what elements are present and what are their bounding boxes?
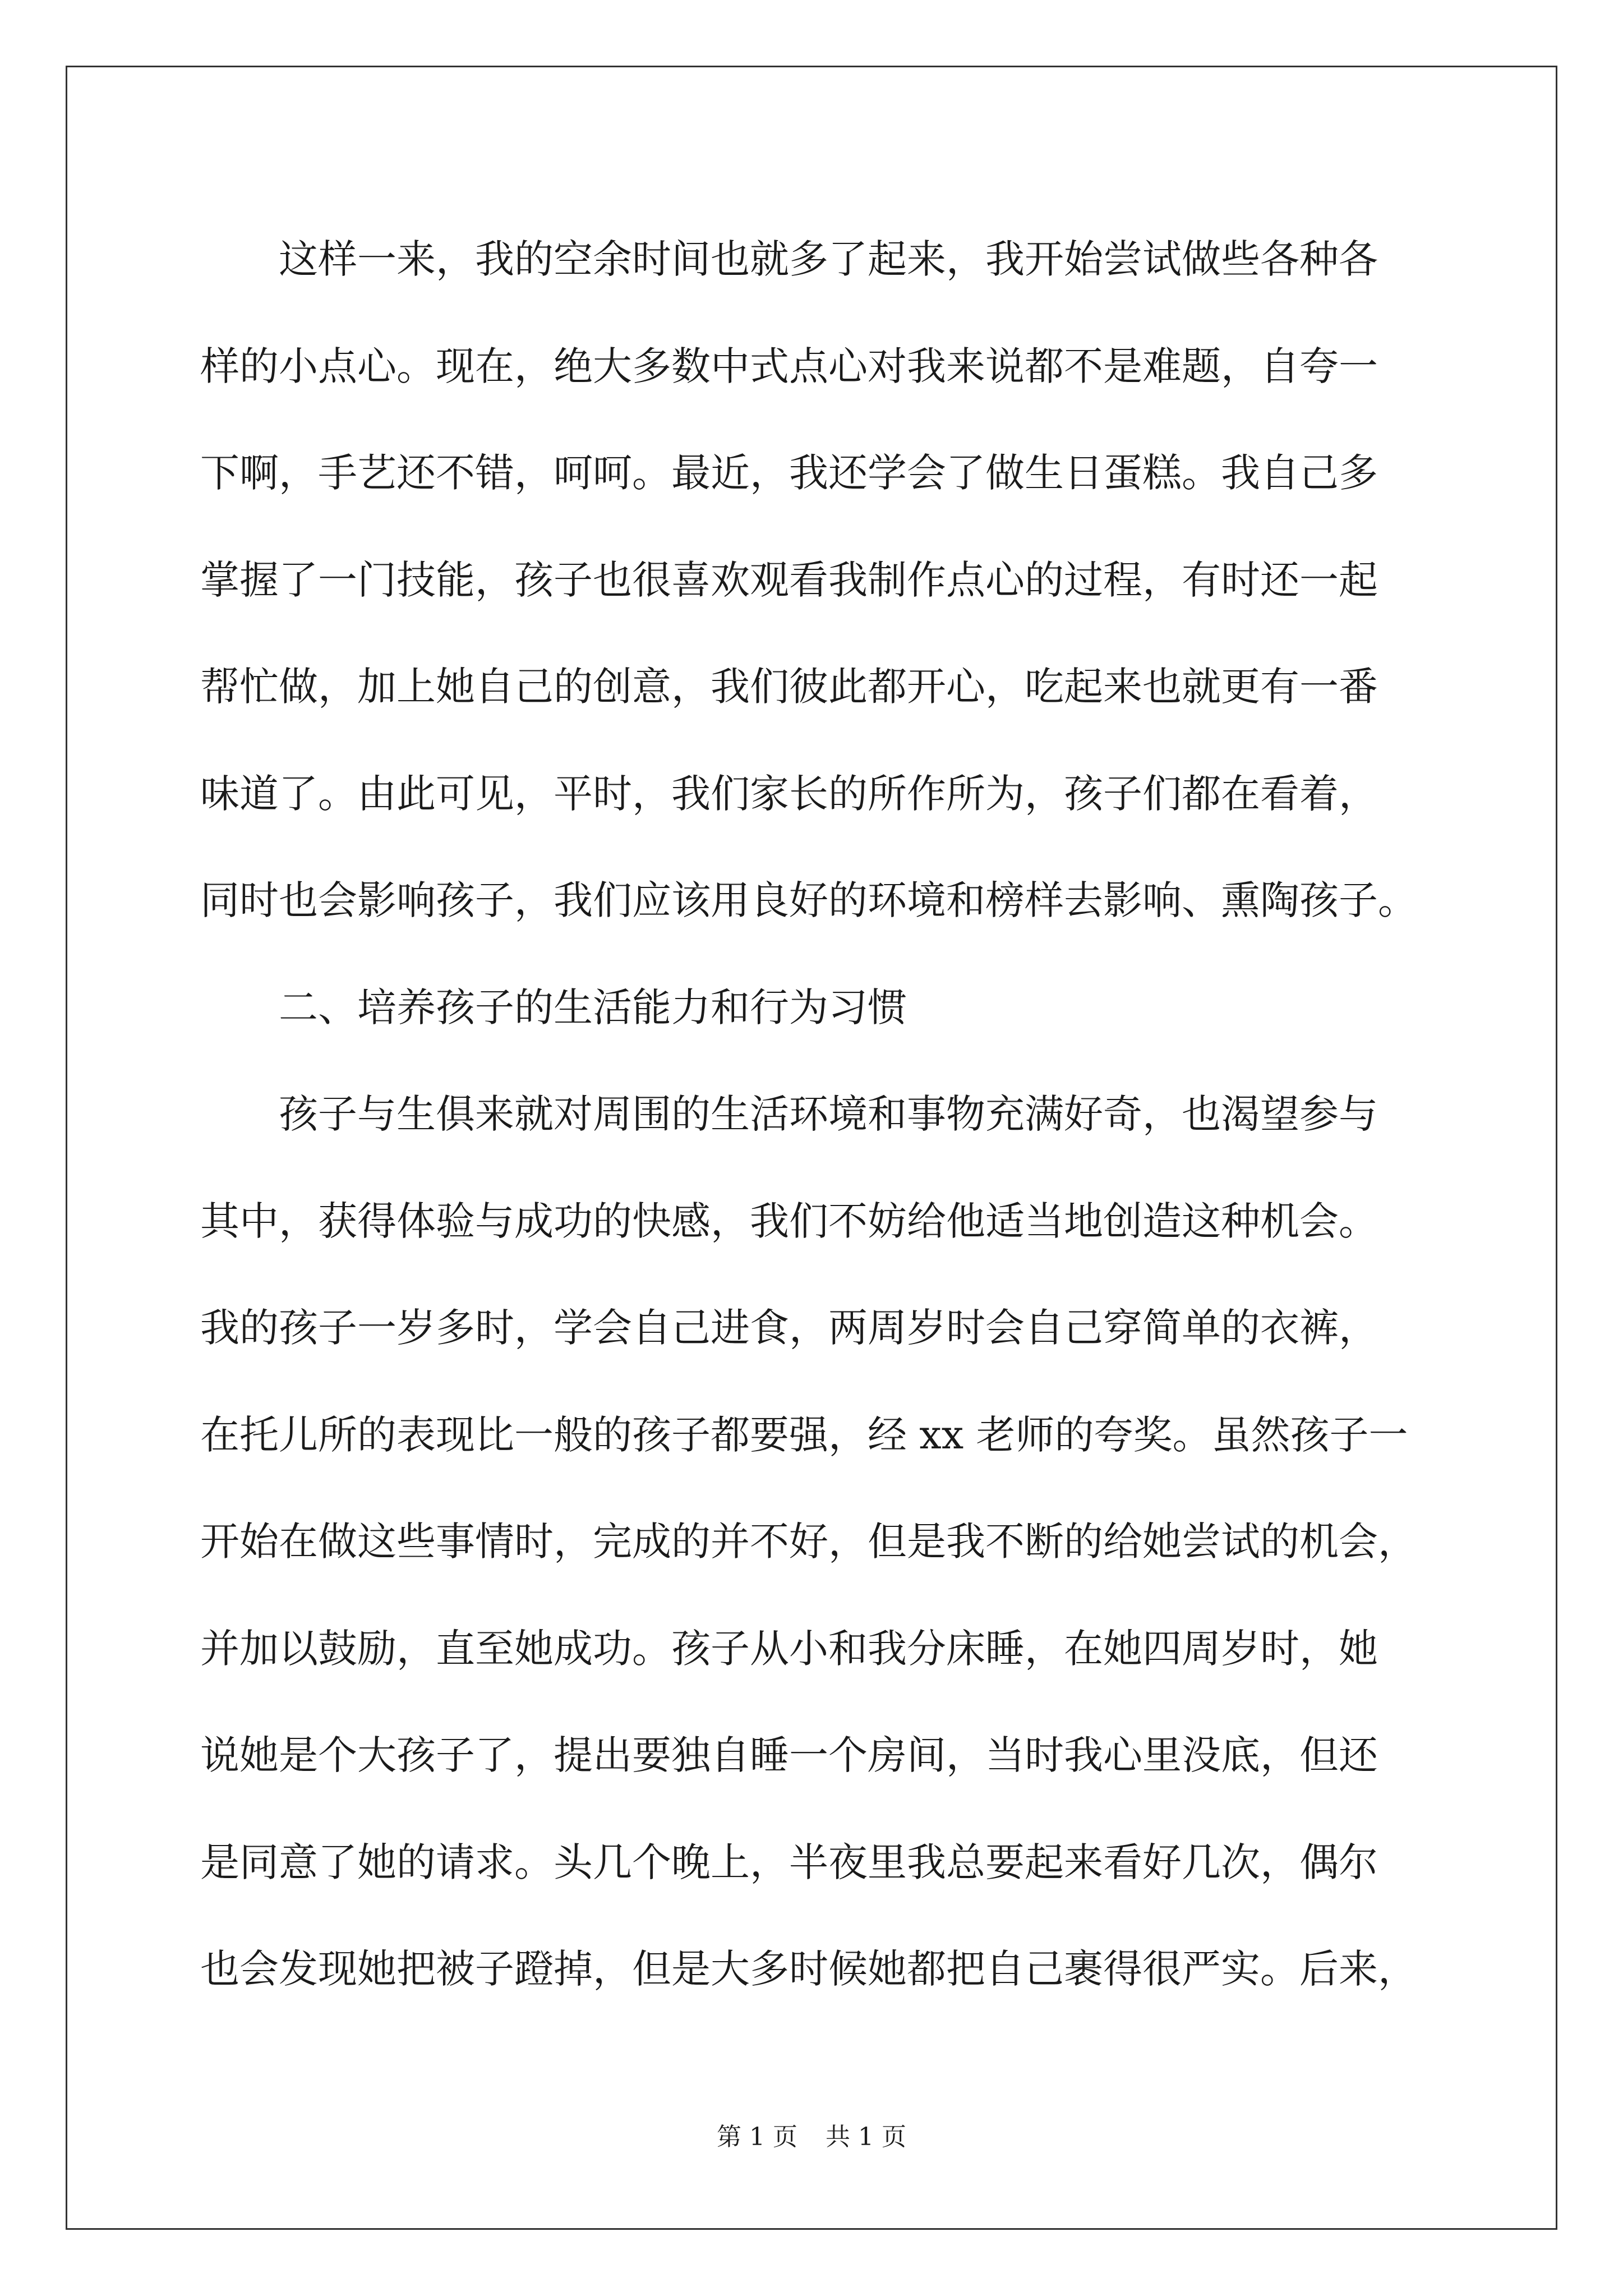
paragraph-1-line-6: 味道了。由此可见，平时，我们家长的所作所为，孩子们都在看着，: [200, 770, 1378, 817]
paragraph-2-line-1: 孩子与生俱来就对周围的生活环境和事物充满好奇，也渴望参与: [279, 1091, 1378, 1137]
paragraph-1-line-3: 下啊，手艺还不错，呵呵。最近，我还学会了做生日蛋糕。我自己多: [200, 450, 1378, 496]
section-heading: 二、培养孩子的生活能力和行为习惯: [279, 984, 907, 1030]
paragraph-1-line-2: 样的小点心。现在，绝大多数中式点心对我来说都不是难题，自夸一: [200, 343, 1378, 389]
paragraph-2-line-6: 并加以鼓励，直至她成功。孩子从小和我分床睡，在她四周岁时，她: [200, 1625, 1378, 1672]
paragraph-2-line-7: 说她是个大孩子了，提出要独自睡一个房间，当时我心里没底，但还: [200, 1732, 1378, 1778]
paragraph-2-line-4: 在托儿所的表现比一般的孩子都要强，经 xx 老师的夸奖。虽然孩子一: [200, 1411, 1408, 1458]
paragraph-2-line-9: 也会发现她把被子蹬掉，但是大多时候她都把自己裹得很严实。后来，: [200, 1946, 1417, 1992]
paragraph-1-line-1: 这样一来，我的空余时间也就多了起来，我开始尝试做些各种各: [279, 236, 1378, 282]
page-number-total: 共 1 页: [826, 2123, 906, 2151]
paragraph-2-line-2: 其中，获得体验与成功的快感，我们不妨给他适当地创造这种机会。: [200, 1198, 1378, 1244]
page-footer: [0, 2120, 1623, 2154]
paragraph-1-line-4: 掌握了一门技能，孩子也很喜欢观看我制作点心的过程，有时还一起: [200, 556, 1378, 603]
paragraph-2-line-3: 我的孩子一岁多时，学会自己进食，两周岁时会自己穿简单的衣裤，: [200, 1305, 1378, 1351]
page-number-current: 第 1 页: [717, 2123, 797, 2151]
paragraph-2-line-8: 是同意了她的请求。头几个晚上，半夜里我总要起来看好几次，偶尔: [200, 1839, 1378, 1885]
paragraph-2-line-5: 开始在做这些事情时，完成的并不好，但是我不断的给她尝试的机会，: [200, 1519, 1417, 1565]
paragraph-1-line-7: 同时也会影响孩子，我们应该用良好的环境和榜样去影响、熏陶孩子。: [200, 877, 1417, 923]
document-body: [200, 206, 1423, 2023]
paragraph-1-line-5: 帮忙做，加上她自己的创意，我们彼此都开心，吃起来也就更有一番: [200, 664, 1378, 710]
